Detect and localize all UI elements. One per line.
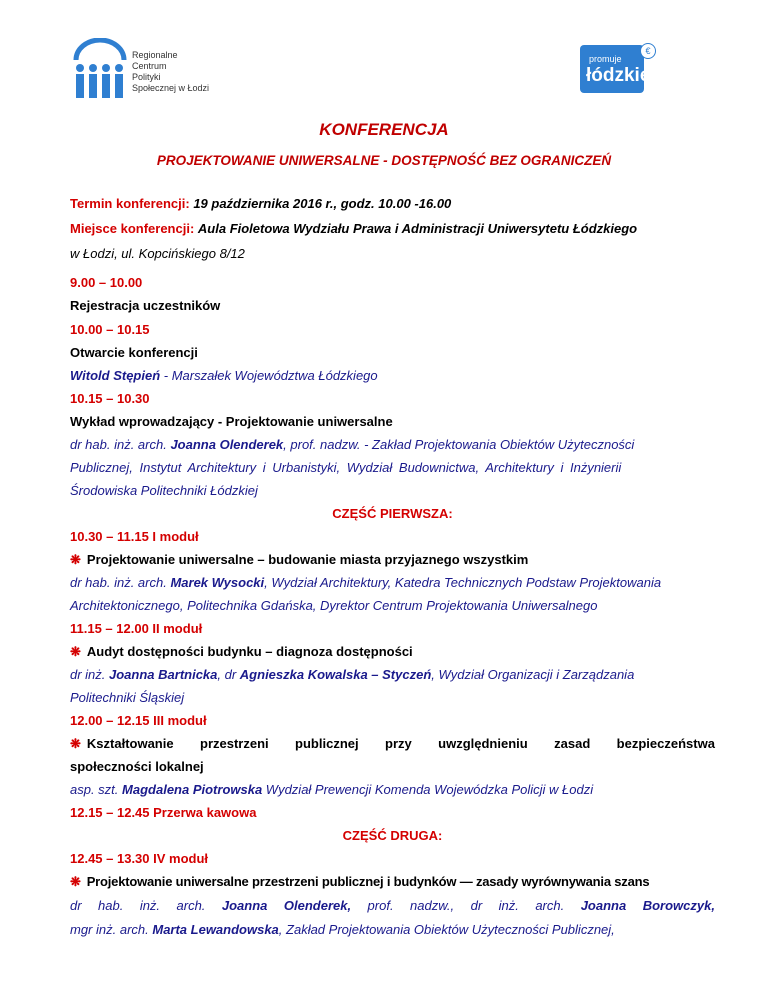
bullet-icon: ❋ (70, 644, 81, 659)
section-heading: CZĘŚĆ DRUGA: (342, 828, 443, 843)
time-slot: 9.00 – 10.00 (70, 275, 143, 290)
euro-icon: € (640, 43, 656, 59)
agenda-event: ❋ Kształtowanie przestrzeni publicznej przy uwzględnieniu zasad bezpieczeństwa (70, 736, 715, 751)
section-heading: CZĘŚĆ PIERWSZA: (332, 506, 453, 521)
speaker-line: asp. szt. Magdalena Piotrowska Wydział Prewencji Komenda Wojewódzka Policji w Łodzi (70, 782, 594, 797)
place-cont: w Łodzi, ul. Kopcińskiego 8/12 (70, 246, 245, 261)
agenda-event: ❋ Projektowanie uniwersalne przestrzeni publicznej i budynków — zasady wyrównywania szans (70, 874, 650, 889)
speaker-line: Architektonicznego, Politechnika Gdańska, Dyrektor Centrum Projektowania Uniwersalnego (70, 598, 598, 613)
rcps-logo (70, 38, 230, 102)
speaker-line: dr hab. inż. arch. Joanna Olenderek, prof. nadzw. - Zakład Projektowania Obiektów Użyteczności (70, 437, 635, 452)
agenda-event: ❋ Audyt dostępności budynku – diagnoza dostępności (70, 644, 413, 659)
speaker-line: dr hab. inż. arch. Marek Wysocki, Wydział Architektury, Katedra Technicznych Podstaw Projektowania (70, 575, 662, 590)
time-slot: 12.15 – 12.45 Przerwa kawowa (70, 805, 257, 820)
page-title: KONFERENCJA (319, 120, 449, 139)
place-line: Miejsce konferencji: Aula Fioletowa Wydziału Prawa i Administracji Uniwersytetu Łódzkiego (70, 221, 638, 236)
time-slot: 10.30 – 11.15 I moduł (70, 529, 199, 544)
page-subtitle: PROJEKTOWANIE UNIWERSALNE - DOSTĘPNOŚĆ BEZ OGRANICZEŃ (156, 153, 612, 168)
agenda-event: ❋ Projektowanie uniwersalne – budowanie miasta przyjaznego wszystkim (70, 552, 529, 567)
agenda-event: społeczności lokalnej (70, 759, 204, 774)
time-slot: 11.15 – 12.00 II moduł (70, 621, 203, 636)
bullet-icon: ❋ (70, 552, 81, 567)
rcps-logo-text: Regionalne Centrum Polityki Społecznej w Łodzi (132, 50, 210, 93)
bullet-icon: ❋ (70, 874, 81, 889)
speaker-line: Politechniki Śląskiej (70, 690, 185, 705)
date-line: Termin konferencji: 19 października 2016 r., godz. 10.00 -16.00 (70, 196, 452, 211)
agenda-event: Rejestracja uczestników (70, 298, 221, 313)
time-slot: 12.45 – 13.30 IV moduł (70, 851, 209, 866)
agenda-event: Wykład wprowadzający - Projektowanie uniwersalne (70, 414, 393, 429)
speaker-line: Środowiska Politechniki Łódzkiej (70, 483, 258, 498)
speaker-line: mgr inż. arch. Marta Lewandowska, Zakład Projektowania Obiektów Użyteczności Publicznej, (70, 922, 615, 937)
agenda-event: Otwarcie konferencji (70, 345, 198, 360)
time-slot: 10.15 – 10.30 (70, 391, 150, 406)
speaker-line: Witold Stępień - Marszałek Województwa Łódzkiego (70, 368, 378, 383)
time-slot: 10.00 – 10.15 (70, 322, 150, 337)
speaker-line: dr hab. inż. arch. Joanna Olenderek, prof. nadzw., dr inż. arch. Joanna Borowczyk, (70, 898, 715, 913)
speaker-line: dr inż. Joanna Bartnicka, dr Agnieszka Kowalska – Styczeń, Wydział Organizacji i Zarządzania (70, 667, 635, 682)
bullet-icon: ❋ (70, 736, 81, 751)
time-slot: 12.00 – 12.15 III moduł (70, 713, 207, 728)
promuje-lodzkie-logo: promuje łódzkie € (580, 45, 670, 97)
rcps-people-icon (70, 38, 130, 102)
speaker-line: Publicznej, Instytut Architektury i Urbanistyki, Wydział Budownictwa, Architektury i Inżynierii (70, 460, 622, 475)
